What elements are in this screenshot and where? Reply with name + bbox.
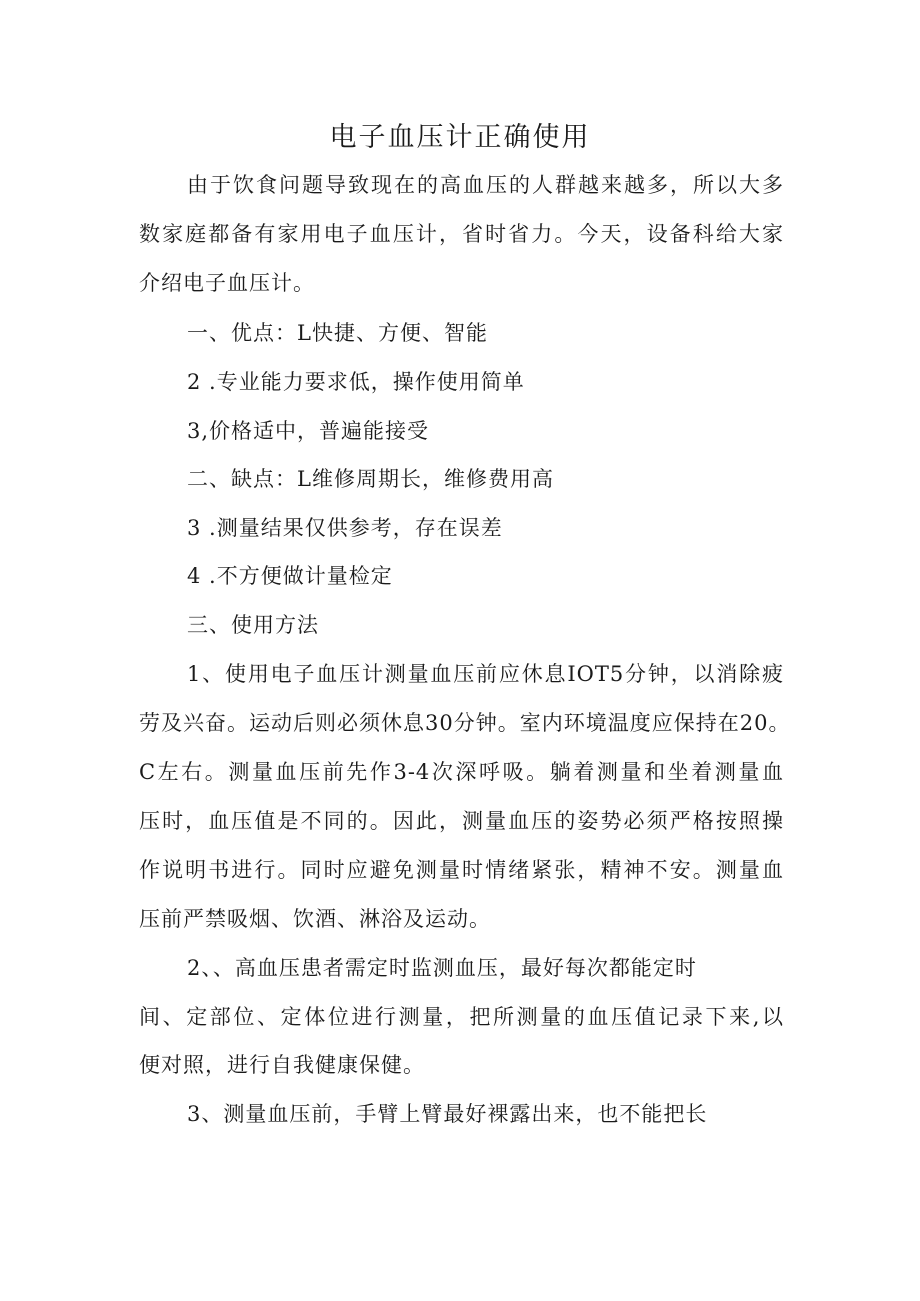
usage-para1-line: 作说明书进行。同时应避免测量时情绪紧张，精神不安。测量血 bbox=[139, 858, 784, 882]
disadvantage-item: 4 .不方便做计量检定 bbox=[187, 564, 393, 588]
advantage-item: 2 .专业能力要求低，操作使用简单 bbox=[187, 370, 525, 394]
usage-para1-line: 1、使用电子血压计测量血压前应休息IOT5分钟，以消除疲 bbox=[187, 662, 784, 686]
document-title: 电子血压计正确使用 bbox=[329, 122, 591, 153]
disadvantages-heading: 二、缺点：L维修周期长，维修费用高 bbox=[187, 467, 554, 491]
usage-para3-line: 3、测量血压前，手臂上臂最好裸露出来，也不能把长 bbox=[187, 1102, 708, 1126]
advantages-heading: 一、优点：L快捷、方便、智能 bbox=[187, 321, 488, 345]
usage-heading: 三、使用方法 bbox=[187, 613, 319, 637]
usage-para2-line: 便对照，进行自我健康保健。 bbox=[139, 1053, 425, 1077]
usage-para1-line: 压前严禁吸烟、饮酒、淋浴及运动。 bbox=[139, 907, 491, 931]
usage-para1-line: 压时，血压值是不同的。因此，测量血压的姿势必须严格按照操 bbox=[139, 809, 784, 833]
advantage-item: 3,价格适中，普遍能接受 bbox=[187, 419, 430, 443]
intro-line: 介绍电子血压计。 bbox=[139, 271, 315, 295]
usage-para1-line: C左右。测量血压前先作3-4次深呼吸。躺着测量和坐着测量血 bbox=[139, 760, 784, 784]
usage-para1-line: 劳及兴奋。运动后则必须休息30分钟。室内环境温度应保持在20。 bbox=[139, 711, 791, 735]
disadvantage-item: 3 .测量结果仅供参考，存在误差 bbox=[187, 516, 503, 540]
usage-para2-line: 间、定部位、定体位进行测量，把所测量的血压值记录下来,以 bbox=[139, 1005, 784, 1029]
intro-line: 数家庭都备有家用电子血压计，省时省力。今天，设备科给大家 bbox=[139, 222, 784, 246]
usage-para2-line: 2、、高血压患者需定时监测血压，最好每次都能定时 bbox=[187, 956, 697, 980]
intro-line: 由于饮食问题导致现在的高血压的人群越来越多，所以大多 bbox=[187, 173, 784, 197]
